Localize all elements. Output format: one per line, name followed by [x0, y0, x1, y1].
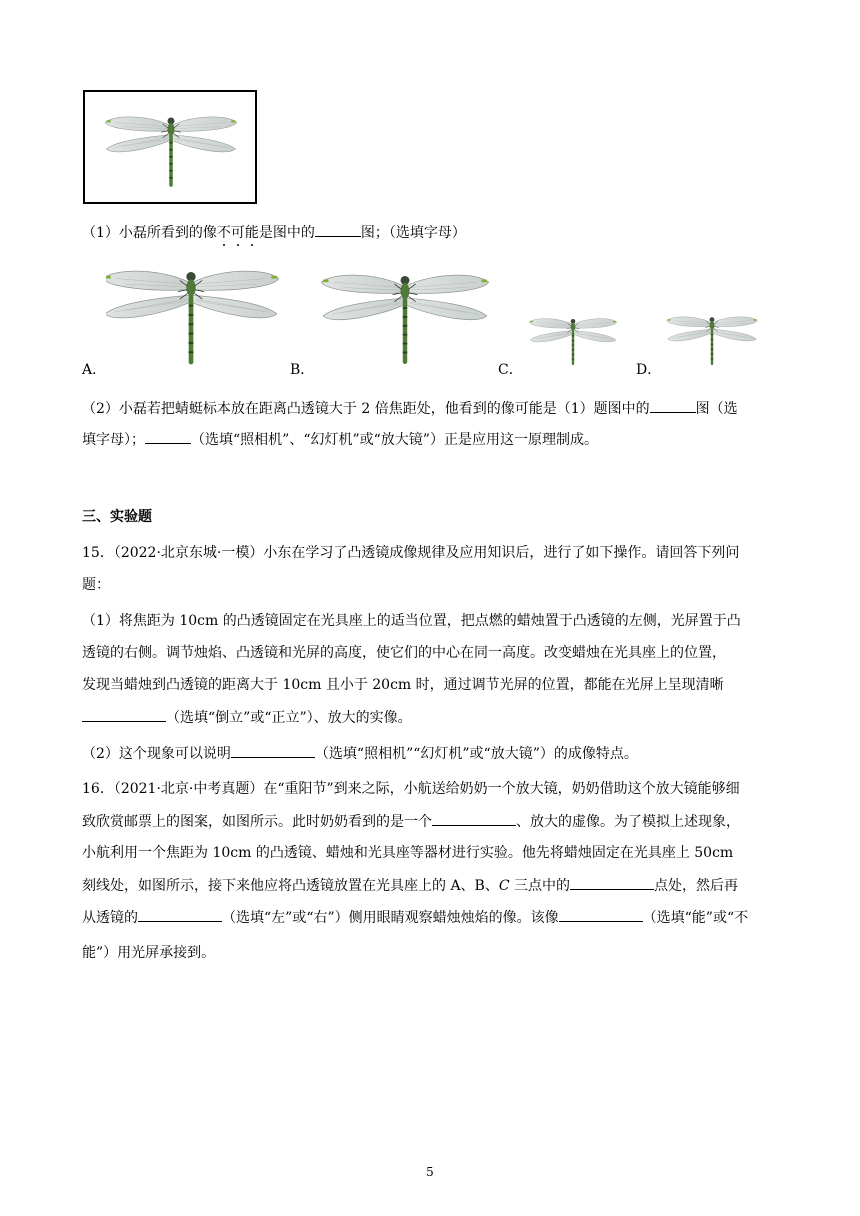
emphasis-char: 可 [230, 225, 245, 241]
option-d-label: D． [636, 362, 662, 378]
q14-part2-line1: （2）小磊若把蜻蜓标本放在距离凸透镜大于 2 倍焦距处，他看到的像可能是（1）题图中的 图（选 [82, 398, 738, 419]
option-c-label: C． [498, 362, 523, 378]
page-number: 5 [426, 1165, 434, 1179]
emphasis-char: 不 [216, 225, 231, 241]
q14-part1: （1）小磊所看到的像不可能是图中的 图；（选填字母） [82, 222, 466, 243]
q15-line4: 透镜的右侧。调节烛焰、凸透镜和光屏的高度，使它们的中心在同一高度。改变蜡烛在光具座上的位置， [82, 645, 726, 661]
q16-line5: 从透镜的 （选填“左”或“右”）侧用眼睛观察蜡烛烛焰的像。该像 （选填“能”或“不 [82, 907, 748, 928]
answer-blank[interactable] [570, 875, 654, 890]
q15-line3: （1）将焦距为 10cm 的凸透镜固定在光具座上的适当位置，把点燃的蜡烛置于凸透镜的左侧，光屏置于凸 [82, 613, 741, 629]
option-a-dragonfly-image [106, 258, 292, 370]
answer-blank[interactable] [650, 398, 696, 413]
option-b-dragonfly-image [316, 262, 494, 370]
q15-line6: （选填“倒立”或“正立”）、放大的实像。 [82, 707, 412, 728]
q16-line3: 小航利用一个焦距为 10cm 的凸透镜、蜡烛和光具座等器材进行实验。他先将蜡烛固定在光具座上 50cm [82, 845, 734, 861]
q15-line1: 15．（2022·北京东城·一模）小东在学习了凸透镜成像规律及应用知识后，进行了如下操作。请回答下列问 [82, 545, 740, 561]
answer-blank[interactable] [138, 907, 222, 922]
answer-blank[interactable] [315, 222, 361, 237]
q15-line5: 发现当蜡烛到凸透镜的距离大于 10cm 且小于 20cm 时，通过调节光屏的位置，都能在光屏上呈现清晰 [82, 677, 724, 693]
emphasis-char: 能 [244, 225, 259, 241]
q15-line7: （2）这个现象可以说明 （选填“照相机”“幻灯机”或“放大镜”）的成像特点。 [82, 743, 638, 764]
option-d-dragonfly-image [662, 310, 762, 368]
answer-blank[interactable] [432, 811, 516, 826]
answer-blank[interactable] [145, 429, 191, 444]
q16-line1: 16．（2021·北京·中考真题）在“重阳节”到来之际，小航送给奶奶一个放大镜，奶奶借助这个放大镜能够细 [82, 781, 740, 797]
q14-part2-line2: 填字母）； （选填“照相机”、“幻灯机”或“放大镜”）正是应用这一原理制成。 [82, 429, 598, 450]
option-c-dragonfly-image [520, 312, 626, 368]
answer-blank[interactable] [231, 743, 315, 758]
q16-line2: 致欣赏邮票上的图案，如图所示。此时奶奶看到的是一个 、放大的虚像。为了模拟上述现象， [82, 811, 740, 832]
option-b-label: B． [290, 362, 315, 378]
specimen-image-frame [83, 90, 257, 204]
section-title: 三、实验题 [82, 509, 152, 525]
answer-blank[interactable] [82, 707, 166, 722]
q15-line2: 题： [82, 577, 110, 593]
answer-blank[interactable] [559, 907, 643, 922]
q16-line4: 刻线处，如图所示，接下来他应将凸透镜放置在光具座上的 A、B、C 三点中的 点处，然后再 [82, 875, 738, 896]
dragonfly-specimen-image [101, 106, 241, 192]
option-a-label: A． [82, 362, 107, 378]
q16-line6: 能”）用光屏承接到。 [82, 945, 216, 961]
